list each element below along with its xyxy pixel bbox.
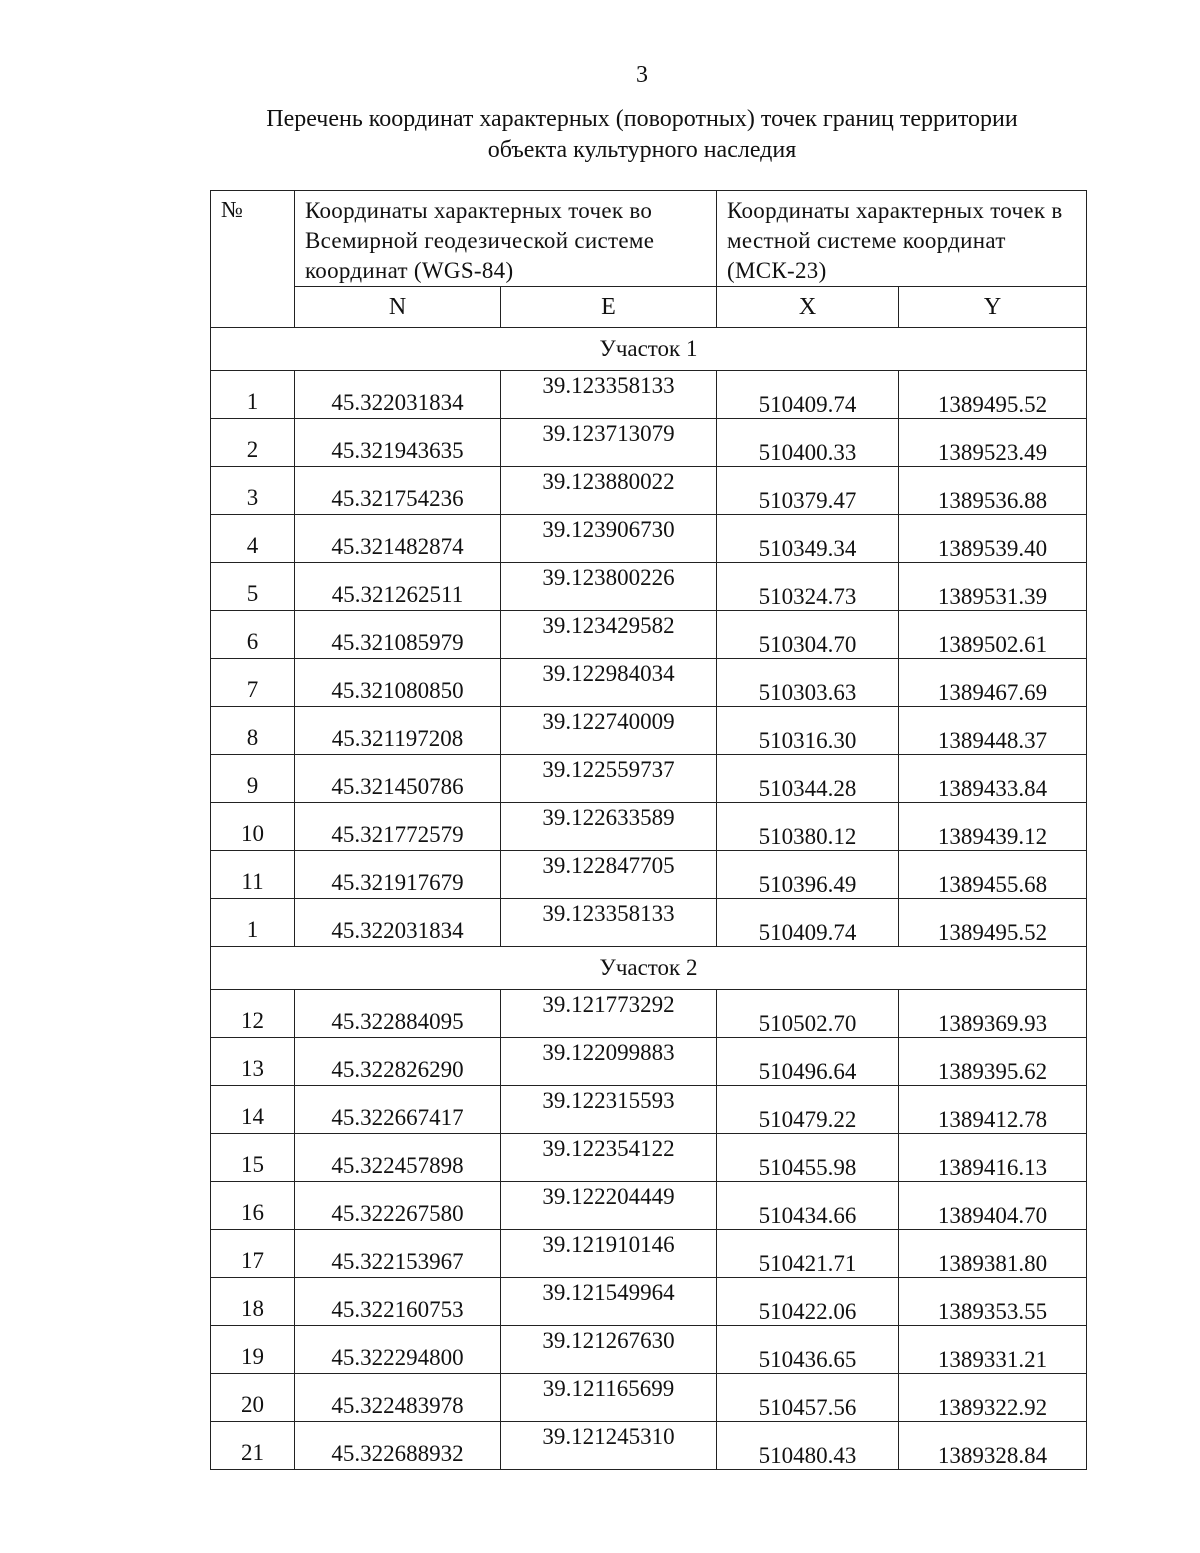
point-number-cell: 18 bbox=[211, 1278, 295, 1326]
longitude-e-cell: 39.122559737 bbox=[501, 755, 717, 803]
longitude-e-cell: 39.122315593 bbox=[501, 1086, 717, 1134]
longitude-e-cell: 39.121549964 bbox=[501, 1278, 717, 1326]
document-title-line-2: объекта культурного наследия bbox=[487, 137, 797, 163]
coordinate-y-cell: 1389455.68 bbox=[899, 851, 1087, 899]
table-row bbox=[211, 1230, 1087, 1278]
longitude-e-cell: 39.122740009 bbox=[501, 707, 717, 755]
longitude-e-cell: 39.123358133 bbox=[501, 899, 717, 947]
latitude-n-cell: 45.321262511 bbox=[295, 563, 501, 611]
header-n: N bbox=[295, 287, 501, 328]
coordinate-x-cell: 510303.63 bbox=[717, 659, 899, 707]
table-row bbox=[211, 851, 1087, 899]
point-number-cell: 14 bbox=[211, 1086, 295, 1134]
table-row bbox=[211, 611, 1087, 659]
coordinate-x-cell: 510434.66 bbox=[717, 1182, 899, 1230]
header-e: E bbox=[501, 287, 717, 328]
table-row bbox=[211, 803, 1087, 851]
longitude-e-cell: 39.122354122 bbox=[501, 1134, 717, 1182]
coordinate-x-cell: 510479.22 bbox=[717, 1086, 899, 1134]
coordinate-y-cell: 1389523.49 bbox=[899, 419, 1087, 467]
point-number-cell: 1 bbox=[211, 899, 295, 947]
point-number-cell: 8 bbox=[211, 707, 295, 755]
coordinate-x-cell: 510422.06 bbox=[717, 1278, 899, 1326]
coordinate-x-cell: 510379.47 bbox=[717, 467, 899, 515]
coordinate-x-cell: 510455.98 bbox=[717, 1134, 899, 1182]
point-number-cell: 11 bbox=[211, 851, 295, 899]
table-row bbox=[211, 1134, 1087, 1182]
coordinates-table bbox=[210, 190, 1087, 1470]
coordinate-x-cell: 510436.65 bbox=[717, 1326, 899, 1374]
coordinate-y-cell: 1389328.84 bbox=[899, 1422, 1087, 1470]
point-number-cell: 20 bbox=[211, 1374, 295, 1422]
coordinate-y-cell: 1389439.12 bbox=[899, 803, 1087, 851]
table-row bbox=[211, 1182, 1087, 1230]
coordinate-x-cell: 510400.33 bbox=[717, 419, 899, 467]
longitude-e-cell: 39.121245310 bbox=[501, 1422, 717, 1470]
table-row bbox=[211, 755, 1087, 803]
table-row bbox=[211, 1038, 1087, 1086]
longitude-e-cell: 39.123358133 bbox=[501, 371, 717, 419]
header-msk23-group: Координаты характерных точек в местной системе координат (МСК-23) bbox=[717, 191, 1087, 287]
coordinate-x-cell: 510324.73 bbox=[717, 563, 899, 611]
point-number-cell: 3 bbox=[211, 467, 295, 515]
coordinate-x-cell: 510304.70 bbox=[717, 611, 899, 659]
latitude-n-cell: 45.322688932 bbox=[295, 1422, 501, 1470]
coordinate-x-cell: 510480.43 bbox=[717, 1422, 899, 1470]
section-row bbox=[211, 328, 1087, 371]
table-row bbox=[211, 419, 1087, 467]
coordinate-y-cell: 1389495.52 bbox=[899, 899, 1087, 947]
longitude-e-cell: 39.123880022 bbox=[501, 467, 717, 515]
longitude-e-cell: 39.123906730 bbox=[501, 515, 717, 563]
point-number-cell: 12 bbox=[211, 990, 295, 1038]
latitude-n-cell: 45.322267580 bbox=[295, 1182, 501, 1230]
latitude-n-cell: 45.321943635 bbox=[295, 419, 501, 467]
coordinate-y-cell: 1389433.84 bbox=[899, 755, 1087, 803]
coordinate-x-cell: 510380.12 bbox=[717, 803, 899, 851]
latitude-n-cell: 45.322826290 bbox=[295, 1038, 501, 1086]
latitude-n-cell: 45.321754236 bbox=[295, 467, 501, 515]
longitude-e-cell: 39.121910146 bbox=[501, 1230, 717, 1278]
longitude-e-cell: 39.123713079 bbox=[501, 419, 717, 467]
latitude-n-cell: 45.321197208 bbox=[295, 707, 501, 755]
latitude-n-cell: 45.322153967 bbox=[295, 1230, 501, 1278]
latitude-n-cell: 45.322457898 bbox=[295, 1134, 501, 1182]
coordinate-y-cell: 1389331.21 bbox=[899, 1326, 1087, 1374]
document-title bbox=[200, 104, 1084, 166]
longitude-e-cell: 39.121267630 bbox=[501, 1326, 717, 1374]
point-number-cell: 6 bbox=[211, 611, 295, 659]
point-number-cell: 16 bbox=[211, 1182, 295, 1230]
point-number-cell: 7 bbox=[211, 659, 295, 707]
latitude-n-cell: 45.322160753 bbox=[295, 1278, 501, 1326]
table-row bbox=[211, 899, 1087, 947]
coordinate-y-cell: 1389322.92 bbox=[899, 1374, 1087, 1422]
table-header-row bbox=[211, 191, 1087, 287]
point-number-cell: 19 bbox=[211, 1326, 295, 1374]
coordinate-x-cell: 510396.49 bbox=[717, 851, 899, 899]
coordinate-y-cell: 1389536.88 bbox=[899, 467, 1087, 515]
coordinate-y-cell: 1389404.70 bbox=[899, 1182, 1087, 1230]
latitude-n-cell: 45.321450786 bbox=[295, 755, 501, 803]
point-number-cell: 9 bbox=[211, 755, 295, 803]
coordinate-y-cell: 1389495.52 bbox=[899, 371, 1087, 419]
document-title-line-1: Перечень координат характерных (поворотных) точек границ территории bbox=[266, 106, 1018, 132]
point-number-cell: 5 bbox=[211, 563, 295, 611]
section-row bbox=[211, 947, 1087, 990]
point-number-cell: 15 bbox=[211, 1134, 295, 1182]
header-y: Y bbox=[899, 287, 1087, 328]
table-row bbox=[211, 1326, 1087, 1374]
longitude-e-cell: 39.122204449 bbox=[501, 1182, 717, 1230]
coordinate-y-cell: 1389369.93 bbox=[899, 990, 1087, 1038]
table-row bbox=[211, 1374, 1087, 1422]
table-row bbox=[211, 1422, 1087, 1470]
coordinate-y-cell: 1389412.78 bbox=[899, 1086, 1087, 1134]
coordinate-y-cell: 1389416.13 bbox=[899, 1134, 1087, 1182]
table-row bbox=[211, 990, 1087, 1038]
latitude-n-cell: 45.321772579 bbox=[295, 803, 501, 851]
table-row bbox=[211, 467, 1087, 515]
coordinate-x-cell: 510502.70 bbox=[717, 990, 899, 1038]
table-row bbox=[211, 659, 1087, 707]
table-subheader-row bbox=[211, 287, 1087, 328]
longitude-e-cell: 39.122099883 bbox=[501, 1038, 717, 1086]
longitude-e-cell: 39.123429582 bbox=[501, 611, 717, 659]
table-row bbox=[211, 707, 1087, 755]
table-row bbox=[211, 1086, 1087, 1134]
coordinates-table-body bbox=[211, 191, 1087, 1470]
table-row bbox=[211, 563, 1087, 611]
longitude-e-cell: 39.122847705 bbox=[501, 851, 717, 899]
header-number: № bbox=[211, 191, 295, 328]
point-number-cell: 1 bbox=[211, 371, 295, 419]
coordinate-x-cell: 510316.30 bbox=[717, 707, 899, 755]
header-wgs84-group: Координаты характерных точек во Всемирной геодезической системе координат (WGS-84) bbox=[295, 191, 717, 287]
section-title: Участок 2 bbox=[211, 947, 1087, 990]
coordinate-y-cell: 1389381.80 bbox=[899, 1230, 1087, 1278]
longitude-e-cell: 39.121773292 bbox=[501, 990, 717, 1038]
coordinate-y-cell: 1389448.37 bbox=[899, 707, 1087, 755]
point-number-cell: 4 bbox=[211, 515, 295, 563]
page-number: 3 bbox=[636, 62, 648, 88]
coordinate-x-cell: 510496.64 bbox=[717, 1038, 899, 1086]
coordinate-x-cell: 510409.74 bbox=[717, 899, 899, 947]
latitude-n-cell: 45.321917679 bbox=[295, 851, 501, 899]
coordinate-y-cell: 1389539.40 bbox=[899, 515, 1087, 563]
table-row bbox=[211, 515, 1087, 563]
coordinate-y-cell: 1389353.55 bbox=[899, 1278, 1087, 1326]
coordinate-x-cell: 510349.34 bbox=[717, 515, 899, 563]
point-number-cell: 10 bbox=[211, 803, 295, 851]
coordinate-x-cell: 510344.28 bbox=[717, 755, 899, 803]
point-number-cell: 17 bbox=[211, 1230, 295, 1278]
latitude-n-cell: 45.322031834 bbox=[295, 899, 501, 947]
latitude-n-cell: 45.321085979 bbox=[295, 611, 501, 659]
coordinate-y-cell: 1389502.61 bbox=[899, 611, 1087, 659]
coordinate-x-cell: 510457.56 bbox=[717, 1374, 899, 1422]
latitude-n-cell: 45.322294800 bbox=[295, 1326, 501, 1374]
longitude-e-cell: 39.122633589 bbox=[501, 803, 717, 851]
point-number-cell: 2 bbox=[211, 419, 295, 467]
point-number-cell: 21 bbox=[211, 1422, 295, 1470]
latitude-n-cell: 45.321080850 bbox=[295, 659, 501, 707]
table-row bbox=[211, 371, 1087, 419]
coordinate-y-cell: 1389395.62 bbox=[899, 1038, 1087, 1086]
coordinate-x-cell: 510409.74 bbox=[717, 371, 899, 419]
table-row bbox=[211, 1278, 1087, 1326]
latitude-n-cell: 45.322483978 bbox=[295, 1374, 501, 1422]
latitude-n-cell: 45.322884095 bbox=[295, 990, 501, 1038]
latitude-n-cell: 45.321482874 bbox=[295, 515, 501, 563]
latitude-n-cell: 45.322667417 bbox=[295, 1086, 501, 1134]
coordinate-x-cell: 510421.71 bbox=[717, 1230, 899, 1278]
latitude-n-cell: 45.322031834 bbox=[295, 371, 501, 419]
header-x: X bbox=[717, 287, 899, 328]
coordinate-y-cell: 1389531.39 bbox=[899, 563, 1087, 611]
point-number-cell: 13 bbox=[211, 1038, 295, 1086]
coordinate-y-cell: 1389467.69 bbox=[899, 659, 1087, 707]
longitude-e-cell: 39.122984034 bbox=[501, 659, 717, 707]
section-title: Участок 1 bbox=[211, 328, 1087, 371]
longitude-e-cell: 39.123800226 bbox=[501, 563, 717, 611]
longitude-e-cell: 39.121165699 bbox=[501, 1374, 717, 1422]
